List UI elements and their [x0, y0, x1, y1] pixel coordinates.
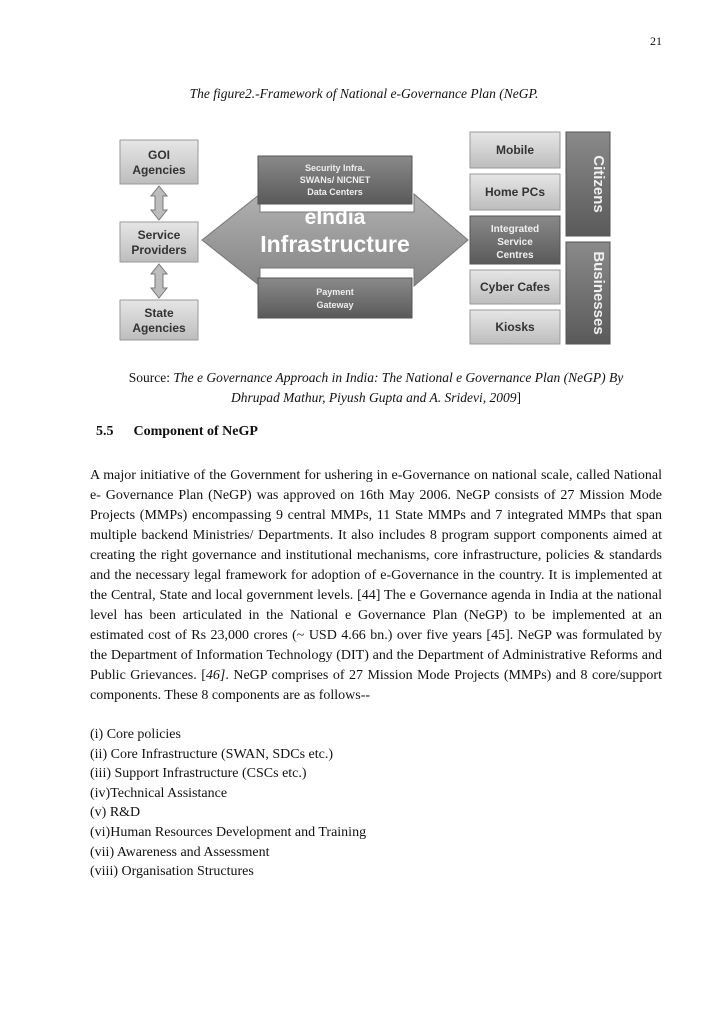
svg-text:State: State: [144, 306, 174, 320]
egov-framework-diagram: [118, 128, 614, 346]
svg-text:Agencies: Agencies: [132, 321, 186, 335]
svg-text:Mobile: Mobile: [496, 143, 534, 157]
svg-text:Providers: Providers: [131, 243, 187, 257]
list-item: (viii) Organisation Structures: [90, 864, 254, 880]
citizens-bar: [566, 132, 610, 236]
center-title-line2: Infrastructure: [260, 231, 410, 257]
paragraph-text-part2: . NeGP comprises of 27 Mission Mode Projects (MMPs) and 8 core/support components. These 8 components are as follows--: [90, 668, 662, 703]
svg-text:Home PCs: Home PCs: [484, 185, 546, 199]
source-citation-line1: The e Governance Approach in India: The National e Governance Plan (NeGP) By: [173, 370, 624, 385]
paragraph-reference: 46]: [205, 668, 226, 683]
channel-integrated-service-centres: [470, 216, 560, 264]
list-item: (i) Core policies: [90, 727, 181, 742]
double-arrow-top: [151, 186, 167, 220]
paragraph-text-part1: A major initiative of the Government for ushering in e-Governance on national scale, called National e- Governance Plan (NeGP) was approved on 16th May 2006. NeGP consists of 27 Mission Mode Projects (MMPs) encompassing 9 central MMPs, 11 State MMPs and 7 integrated MMPs that span multiple backend Ministries/ Departments. It also includes 8 program support components aimed at creating the right governance and institutional mechanisms, core infrastructure, policies & standards and the necessary legal framework for adoption of e-Governance in the country. It is implemented at the Central, State and local government levels. [44] The e Governance agenda in India at the national level has been articulated in the National e Governance Plan (NeGP) to be implemented at an estimated cost of Rs 23,000 crores (~ USD 4.66 bn.) over five years [45]. NeGP was formulated by the Department of Information Technology (DIT) and the Department of Administrative Reforms and Public Grievances. [: [90, 468, 662, 683]
source-citation-line2: Dhrupad Mathur, Piyush Gupta and A. Sridevi, 2009: [231, 390, 517, 405]
list-item: (v) R&D: [90, 805, 141, 821]
svg-text:Businesses: Businesses: [590, 251, 607, 335]
channel-home-pcs: [470, 174, 560, 210]
figure-title: The figure2.-Framework of National e-Governance Plan (NeGP.: [189, 86, 539, 101]
section-number: 5.5: [96, 424, 114, 439]
page-number: 21: [650, 34, 662, 48]
left-box-service-providers: [120, 222, 198, 262]
svg-text:Payment: Payment: [316, 287, 354, 297]
left-box-goi-agencies: [120, 140, 198, 184]
svg-text:SWANs/ NICNET: SWANs/ NICNET: [299, 175, 371, 185]
svg-text:Security Infra.: Security Infra.: [304, 163, 366, 173]
svg-text:GOI: GOI: [147, 148, 171, 162]
figure-source: [96, 368, 656, 408]
list-item: (vi)Human Resources Development and Training: [90, 824, 367, 840]
double-arrow-bottom: [151, 264, 167, 298]
svg-text:Data Centers: Data Centers: [307, 187, 363, 197]
channel-kiosks: [470, 310, 560, 344]
list-item: (ii) Core Infrastructure (SWAN, SDCs etc.): [90, 746, 333, 762]
list-item: (vii) Awareness and Assessment: [90, 844, 270, 860]
source-closing-bracket: ]: [516, 390, 521, 405]
center-title-line1: eIndia: [304, 206, 366, 229]
left-box-state-agencies: [120, 300, 198, 340]
payment-gateway-box: [258, 278, 412, 318]
svg-text:Citizens: Citizens: [590, 155, 607, 213]
list-item: (iii) Support Infrastructure (CSCs etc.): [90, 766, 307, 782]
security-infra-box: [258, 156, 412, 204]
channel-mobile: [470, 132, 560, 168]
svg-text:Gateway: Gateway: [316, 300, 354, 310]
svg-text:Agencies: Agencies: [132, 163, 186, 177]
businesses-bar: [566, 242, 610, 344]
section-heading: [96, 424, 258, 440]
svg-text:Service: Service: [137, 228, 181, 242]
components-list: [90, 725, 662, 882]
section-title: Component of NeGP: [133, 424, 258, 439]
source-label: Source:: [128, 370, 170, 385]
channel-cyber-cafes: [470, 270, 560, 304]
list-item: (iv)Technical Assistance: [90, 785, 228, 801]
body-paragraph: [90, 466, 662, 706]
svg-text:Kiosks: Kiosks: [495, 320, 535, 334]
svg-text:Service: Service: [497, 237, 533, 248]
svg-text:Integrated: Integrated: [490, 224, 540, 235]
svg-text:Cyber Cafes: Cyber Cafes: [479, 280, 551, 294]
svg-text:Centres: Centres: [496, 250, 534, 261]
